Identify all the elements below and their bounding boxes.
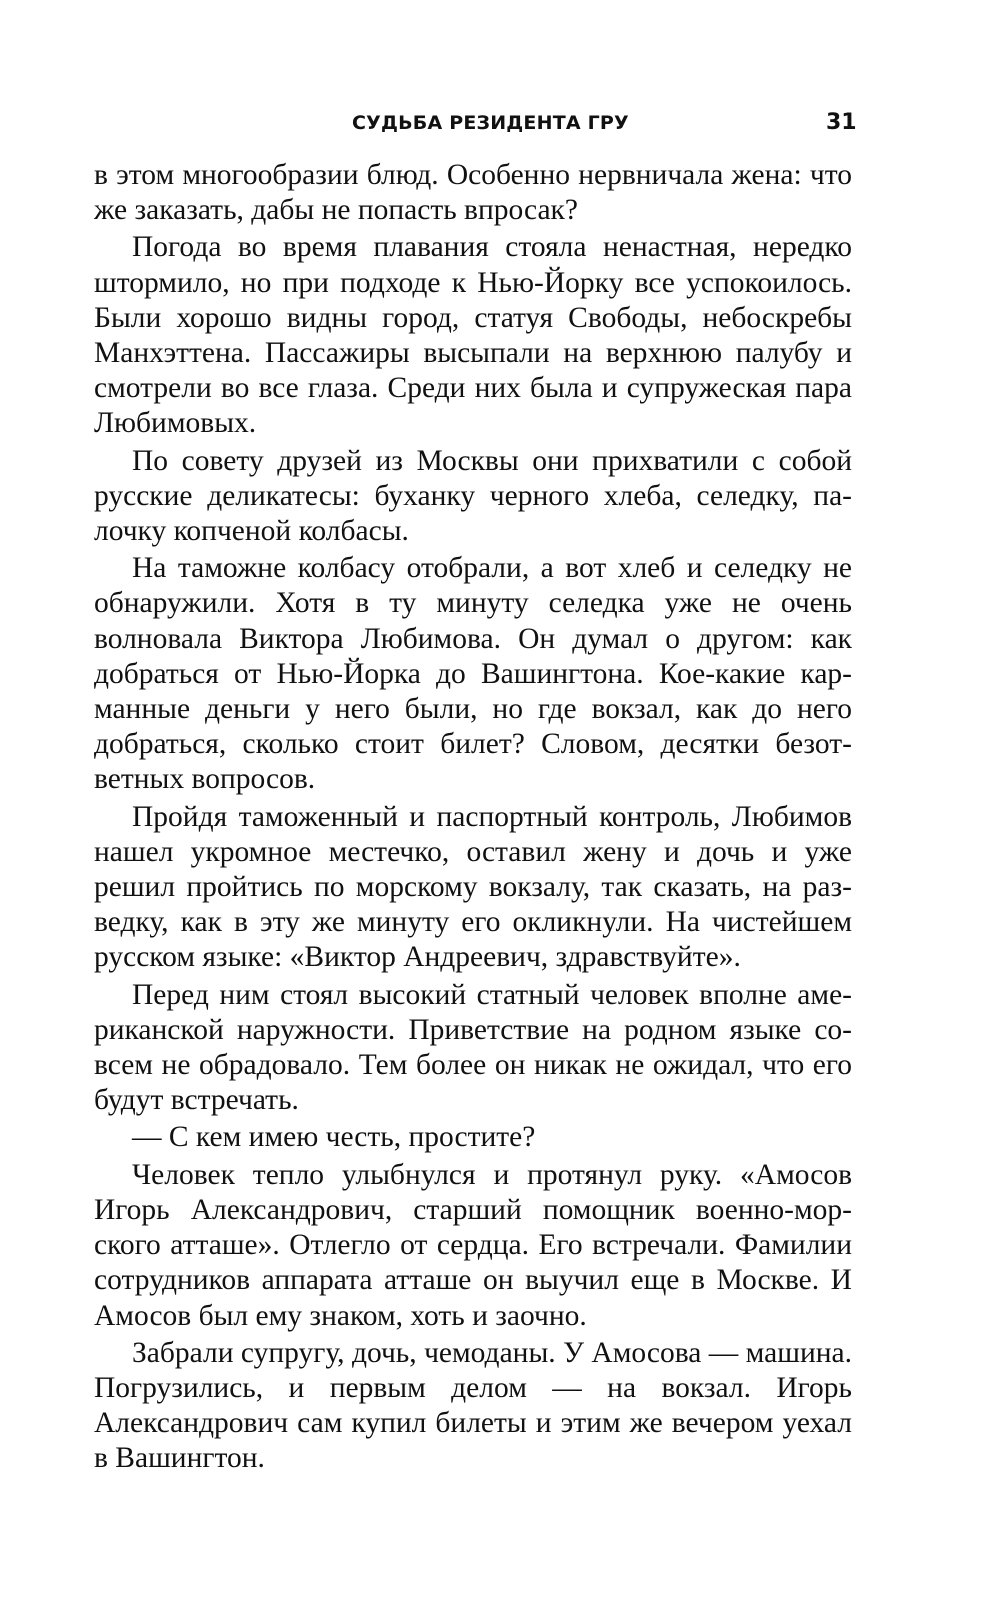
paragraph: Пройдя таможенный и паспортный контроль, Любимов нашел укромное местечко, оставил жену и дочь и уже решил пройтись по морскому вокзалу, так сказать, на разведку, как в эту же минуту его окликнули. На чистейшем русском языке: «Виктор Андреевич, здравствуйте». [94,800,852,974]
page-number: 31 [826,110,857,135]
paragraph: По совету друзей из Москвы они прихватили с собой русские деликатесы: буханку черного хлеба, селедку, палочку копченой колбасы. [94,444,852,548]
running-title: СУДЬБА РЕЗИДЕНТА ГРУ [352,112,629,134]
paragraph-continued: в этом многообразии блюд. Особенно нервничала жена: что же заказать, дабы не попасть впросак? [94,159,852,227]
body-text [94,158,852,1477]
paragraph: Перед ним стоял высокий статный человек вполне американской наружности. Приветствие на родном языке совсем не обрадовало. Тем более он никак не ожидал, что его будут встречать. [94,978,852,1117]
paragraph: Погода во время плавания стояла ненастная, нередко штормило, но при подходе к Нью-Йорку все успокоилось. Были хорошо видны город, статуя Свободы, небоскребы Манхэттена. Пассажиры высыпали на верхнюю палубу и смотрели во все глаза. Среди них была и супружеская пара Любимовых. [94,231,852,440]
paragraph: Забрали супругу, дочь, чемоданы. У Амосова — машина. Погрузились, и первым делом — на вокзал. Игорь Александрович сам купил билеты и этим же вечером уехал в Вашингтон. [94,1336,852,1475]
paragraph: На таможне колбасу отобрали, а вот хлеб и селедку не обнаружили. Хотя в ту минуту селедка уже не очень волновала Виктора Любимова. Он думал о другом: как добраться от Нью-Йорка до Вашингтона. Кое-какие карманные деньги у него были, но где вокзал, как до него добраться, сколько стоит билет? Словом, десятки безответных вопросов. [94,552,852,796]
dialogue-line: — С кем имею честь, простите? [132,1121,536,1154]
paragraph: Человек тепло улыбнулся и протянул руку. «Амосов Игорь Александрович, старший помощник военно-морского атташе». Отлегло от сердца. Его встречали. Фамилии сотрудников аппарата атташе он выучил еще в Москве. И Амосов был ему знаком, хоть и заочно. [94,1158,852,1332]
running-header [0,108,1000,148]
